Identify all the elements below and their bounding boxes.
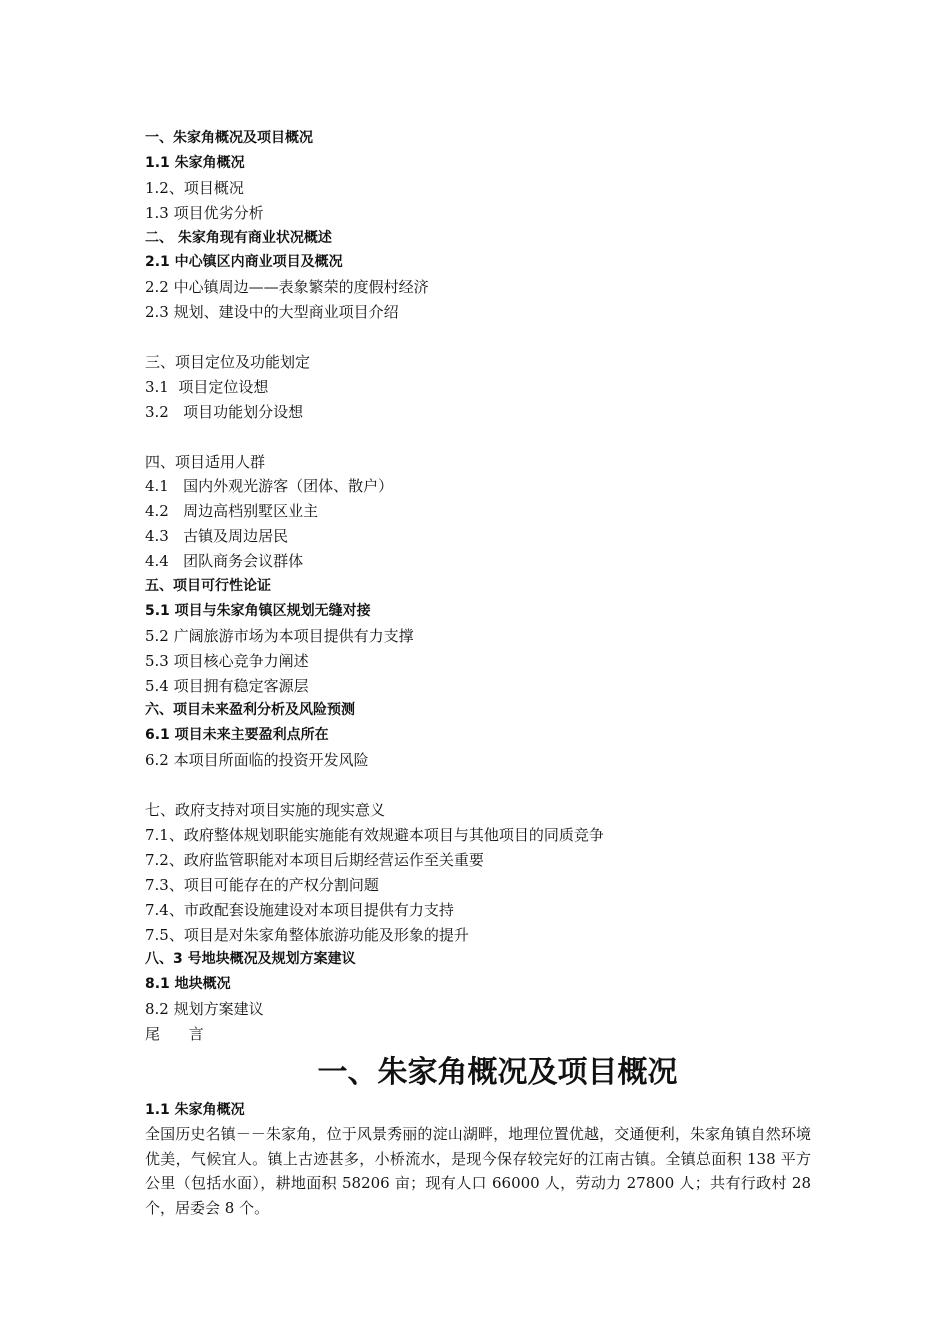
toc-entry: 二、 朱家角现有商业状况概述 (145, 229, 332, 246)
toc-entry: 一、朱家角概况及项目概况 (145, 130, 313, 146)
section-heading: 一、朱家角概况及项目概况 (317, 1055, 678, 1090)
toc-entry: 五、项目可行性论证 (145, 578, 271, 595)
body-paragraph: 全国历史名镇－－朱家角，位于风景秀丽的淀山湖畔，地理位置优越，交通便利，朱家角镇自然环境优美，气候宜人。镇上古迹甚多，小桥流水，是现今保存较完好的江南古镇。全镇总面积 138 平方公里（包括水面），耕地面积 58206 亩；现有人口 66000 人，劳动力 27800 人；共有行政村 28 个，居委会 8 个。 (145, 1125, 811, 1217)
toc-entry: 八、3 号地块概况及规划方案建议 (145, 951, 356, 968)
toc-entry: 三、项目定位及功能划定 (145, 353, 311, 372)
toc-entry: 7.4、市政配套设施建设对本项目提供有力支持 (145, 900, 454, 919)
toc-entry: 2.2 中心镇周边——表象繁荣的度假村经济 (145, 278, 429, 297)
toc-entry: 5.1 项目与朱家角镇区规划无缝对接 (145, 602, 371, 619)
toc-entry: 2.3 规划、建设中的大型商业项目介绍 (145, 303, 399, 322)
toc-entry: 四、项目适用人群 (145, 452, 266, 471)
toc-entry: 8.2 规划方案建议 (145, 1000, 264, 1019)
toc-entry: 5.2 广阔旅游市场为本项目提供有力支撑 (145, 626, 414, 645)
toc-entry: 5.3 项目核心竞争力阐述 (145, 651, 309, 670)
toc-entry: 尾 言 (145, 1025, 204, 1044)
toc-entry: 8.1 地块概况 (145, 976, 231, 993)
toc-entry: 4.3 古镇及周边居民 (145, 527, 289, 546)
toc-entry: 3.1 项目定位设想 (145, 377, 269, 396)
toc-spacer (145, 425, 825, 450)
toc-entry: 7.5、项目是对朱家角整体旅游功能及形象的提升 (145, 925, 469, 944)
toc-entry: 4.1 国内外观光游客（团体、散户） (145, 477, 394, 496)
toc-entry: 6.1 项目未来主要盈利点所在 (145, 727, 329, 744)
toc-entry: 1.3 项目优劣分析 (145, 203, 264, 222)
toc-entry: 1.2、项目概况 (145, 178, 244, 197)
toc-entry: 1.1 朱家角概况 (145, 154, 245, 171)
toc-entry: 六、项目未来盈利分析及风险预测 (145, 702, 355, 719)
toc-entry: 7.2、政府监管职能对本项目后期经营运作至关重要 (145, 850, 484, 869)
toc-entry: 7.3、项目可能存在的产权分割问题 (145, 875, 379, 894)
toc-entry: 七、政府支持对项目实施的现实意义 (145, 801, 386, 820)
toc-entry: 4.4 团队商务会议群体 (145, 552, 304, 571)
table-of-contents (145, 126, 825, 1047)
toc-spacer (145, 773, 825, 798)
toc-entry: 2.1 中心镇区内商业项目及概况 (145, 254, 343, 271)
toc-entry: 5.4 项目拥有稳定客源层 (145, 676, 309, 695)
toc-entry: 7.1、政府整体规划职能实施能有效规避本项目与其他项目的同质竞争 (145, 825, 604, 844)
toc-spacer (145, 325, 825, 350)
toc-entry: 6.2 本项目所面临的投资开发风险 (145, 751, 369, 770)
toc-entry: 3.2 项目功能划分设想 (145, 402, 304, 421)
toc-entry: 4.2 周边高档别墅区业主 (145, 502, 319, 521)
subsection-heading: 1.1 朱家角概况 (145, 1102, 245, 1118)
